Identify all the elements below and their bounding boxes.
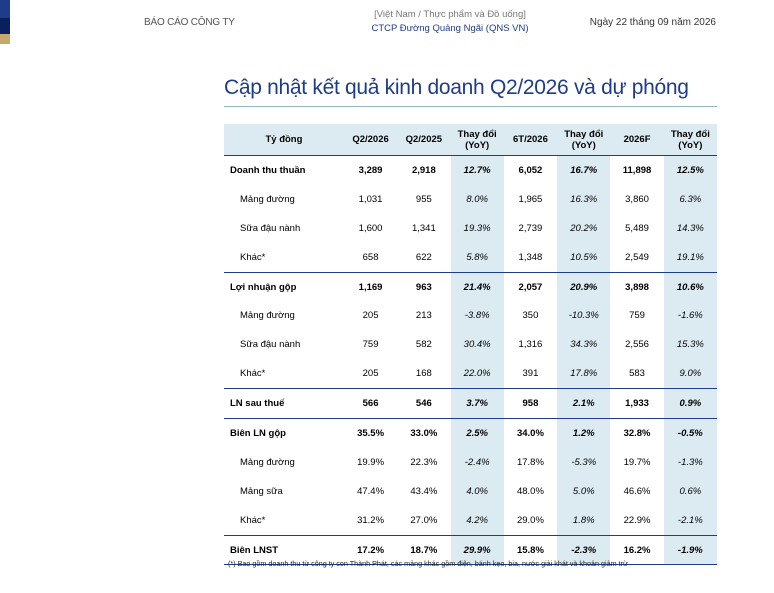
row-value: 582 [415, 339, 432, 351]
row-value: 2.1% [557, 389, 610, 419]
col-header-6t-2026: 6T/2026 [504, 124, 557, 156]
row-value: 18.7% [397, 535, 450, 565]
row-value: 4.2% [451, 506, 504, 535]
row-value: 3,289 [358, 164, 383, 176]
row-value: 1,933 [610, 389, 663, 419]
row-value: 5.8% [451, 243, 504, 272]
row-value: 4.0% [451, 477, 504, 506]
row-value: 622 [397, 243, 450, 272]
logo-stripe-blue [0, 0, 10, 18]
row-value: 955 [415, 193, 432, 205]
row-label: Sữa đậu nành [240, 339, 301, 351]
row-value: 759 [362, 339, 379, 351]
row-value: 1,316 [518, 339, 543, 351]
col-header-2026f: 2026F [610, 124, 663, 156]
company-name: CTCP Đường Quảng Ngãi (QNS VN) [371, 23, 529, 34]
row-value: 30.4% [451, 330, 504, 359]
row-label: Mảng đường [240, 310, 295, 322]
row-value: 5.0% [557, 477, 610, 506]
row-value: 391 [504, 359, 557, 388]
table-row [224, 272, 717, 301]
row-value: -1.3% [664, 448, 717, 477]
page-title: Cập nhật kết quả kinh doanh Q2/2026 và dự phóng [224, 76, 689, 99]
row-value: 2,739 [518, 222, 543, 234]
row-value: 168 [397, 359, 450, 388]
table-row [224, 301, 717, 330]
row-value: 46.6% [623, 485, 651, 497]
row-value: 19.7% [623, 456, 651, 468]
row-label: Sữa đậu nành [240, 222, 301, 234]
row-value: 1,600 [358, 222, 383, 234]
row-label: Mảng đường [240, 193, 295, 205]
row-value: -1.9% [664, 535, 717, 565]
row-value: 29.9% [451, 535, 504, 565]
row-value: 1.2% [557, 419, 610, 448]
table-row [224, 214, 717, 243]
row-value: 21.4% [451, 272, 504, 301]
row-value: 2,556 [625, 339, 649, 351]
row-value: 3.7% [451, 389, 504, 419]
row-value: 546 [397, 389, 450, 419]
row-value: 34.3% [557, 330, 610, 359]
row-value: 16.7% [557, 156, 610, 185]
row-value: 1,169 [358, 281, 383, 293]
row-value: 6.3% [664, 185, 717, 214]
row-value: 1,348 [504, 243, 557, 272]
table-row [224, 506, 717, 535]
table-row [224, 185, 717, 214]
row-value: 27.0% [397, 506, 450, 535]
row-value: 16.2% [610, 535, 663, 565]
row-label: Lợi nhuận gộp [230, 281, 297, 293]
table-header-row [224, 124, 717, 156]
table-row [224, 477, 717, 506]
row-value: 963 [415, 281, 432, 293]
table-row [224, 243, 717, 272]
row-value: 19.9% [357, 456, 385, 468]
row-value: 32.8% [623, 427, 651, 439]
row-value: 17.8% [557, 359, 610, 388]
report-type-label: BÁO CÁO CÔNG TY [144, 17, 235, 28]
row-value: 22.3% [410, 456, 438, 468]
col-header-q2-2025: Q2/2025 [397, 124, 450, 156]
row-value: -10.3% [557, 301, 610, 330]
sector-label: [Việt Nam / Thực phẩm và Đồ uống] [374, 9, 526, 20]
logo-stripe-navy [0, 18, 10, 34]
row-value: 19.3% [451, 214, 504, 243]
row-value: 17.2% [344, 535, 397, 565]
row-value: 31.2% [344, 506, 397, 535]
row-value: -3.8% [451, 301, 504, 330]
row-value: -2.1% [664, 506, 717, 535]
row-value: 11,898 [622, 164, 652, 176]
row-value: 1,965 [518, 193, 543, 205]
brand-logo-bar [0, 0, 10, 44]
table-row [224, 359, 717, 388]
logo-stripe-gold [0, 34, 10, 44]
table-row [224, 448, 717, 477]
row-value: -1.6% [664, 301, 717, 330]
row-value: 20.9% [557, 272, 610, 301]
row-value: 1,341 [411, 222, 436, 234]
row-value: 33.0% [410, 427, 438, 439]
row-value: 658 [344, 243, 397, 272]
row-value: 34.0% [516, 427, 544, 439]
col-header-q2-2026: Q2/2026 [344, 124, 397, 156]
row-value: 2.5% [451, 419, 504, 448]
row-value: 350 [522, 310, 539, 322]
row-value: 12.7% [451, 156, 504, 185]
table-row [224, 156, 717, 185]
report-date: Ngày 22 tháng 09 năm 2026 [589, 17, 716, 28]
row-value: 10.6% [664, 272, 717, 301]
row-value: 15.8% [504, 535, 557, 565]
row-value: 5,489 [625, 222, 649, 234]
table-row [224, 419, 717, 448]
row-value: -0.5% [664, 419, 717, 448]
row-value: 6,052 [518, 164, 543, 176]
row-value: 205 [344, 359, 397, 388]
row-value: 12.5% [664, 156, 717, 185]
row-value: 0.9% [664, 389, 717, 419]
results-table [224, 124, 717, 565]
row-value: 15.3% [664, 330, 717, 359]
row-value: 583 [610, 359, 663, 388]
row-value: 2,549 [610, 243, 663, 272]
col-header-yoy-f: Thay đổi (YoY) [664, 124, 717, 156]
row-label: Mảng đường [240, 456, 295, 468]
row-value: 213 [415, 310, 432, 322]
row-label: LN sau thuế [224, 389, 344, 419]
col-header-label: Tỷ đồng [224, 124, 344, 156]
row-label: Mảng sữa [240, 485, 283, 497]
row-value: 16.3% [557, 185, 610, 214]
col-header-yoy-6t: Thay đổi (YoY) [557, 124, 610, 156]
row-label: Khác* [224, 243, 344, 272]
row-value: 566 [344, 389, 397, 419]
row-value: 20.2% [557, 214, 610, 243]
table-row [224, 330, 717, 359]
row-value: 22.0% [451, 359, 504, 388]
row-value: -2.3% [557, 535, 610, 565]
company-header [300, 8, 600, 36]
row-value: 9.0% [664, 359, 717, 388]
row-label: Biên LN gộp [230, 427, 286, 439]
row-value: 29.0% [504, 506, 557, 535]
row-value: 958 [504, 389, 557, 419]
row-value: -2.4% [451, 448, 504, 477]
row-value: 8.0% [451, 185, 504, 214]
row-value: 3,860 [625, 193, 649, 205]
col-header-yoy-q: Thay đổi (YoY) [451, 124, 504, 156]
row-value: 14.3% [664, 214, 717, 243]
row-label: Biên LNST [224, 535, 344, 565]
row-value: 0.6% [664, 477, 717, 506]
row-value: 2,918 [411, 164, 436, 176]
title-underline [224, 106, 717, 107]
row-value: 2,057 [518, 281, 543, 293]
row-value: 35.5% [357, 427, 385, 439]
row-value: 22.9% [610, 506, 663, 535]
row-value: 47.4% [357, 485, 385, 497]
row-label: Doanh thu thuần [230, 164, 306, 176]
row-value: 48.0% [516, 485, 544, 497]
row-value: 43.4% [410, 485, 438, 497]
row-label: Khác* [224, 359, 344, 388]
row-value: 10.5% [557, 243, 610, 272]
footnote: (*) Bao gồm doanh thu từ công ty con Thành Phát, các mảng khác gồm điện, bánh kẹo, bia, nước giải khát và khoản giảm trừ [228, 559, 628, 568]
row-value: 205 [362, 310, 379, 322]
table-row [224, 389, 717, 419]
row-label: Khác* [224, 506, 344, 535]
row-value: 1.8% [557, 506, 610, 535]
row-value: 759 [629, 310, 645, 322]
row-value: 3,898 [625, 281, 649, 293]
row-value: -5.3% [557, 448, 610, 477]
row-value: 19.1% [664, 243, 717, 272]
row-value: 1,031 [358, 193, 383, 205]
row-value: 17.8% [516, 456, 544, 468]
